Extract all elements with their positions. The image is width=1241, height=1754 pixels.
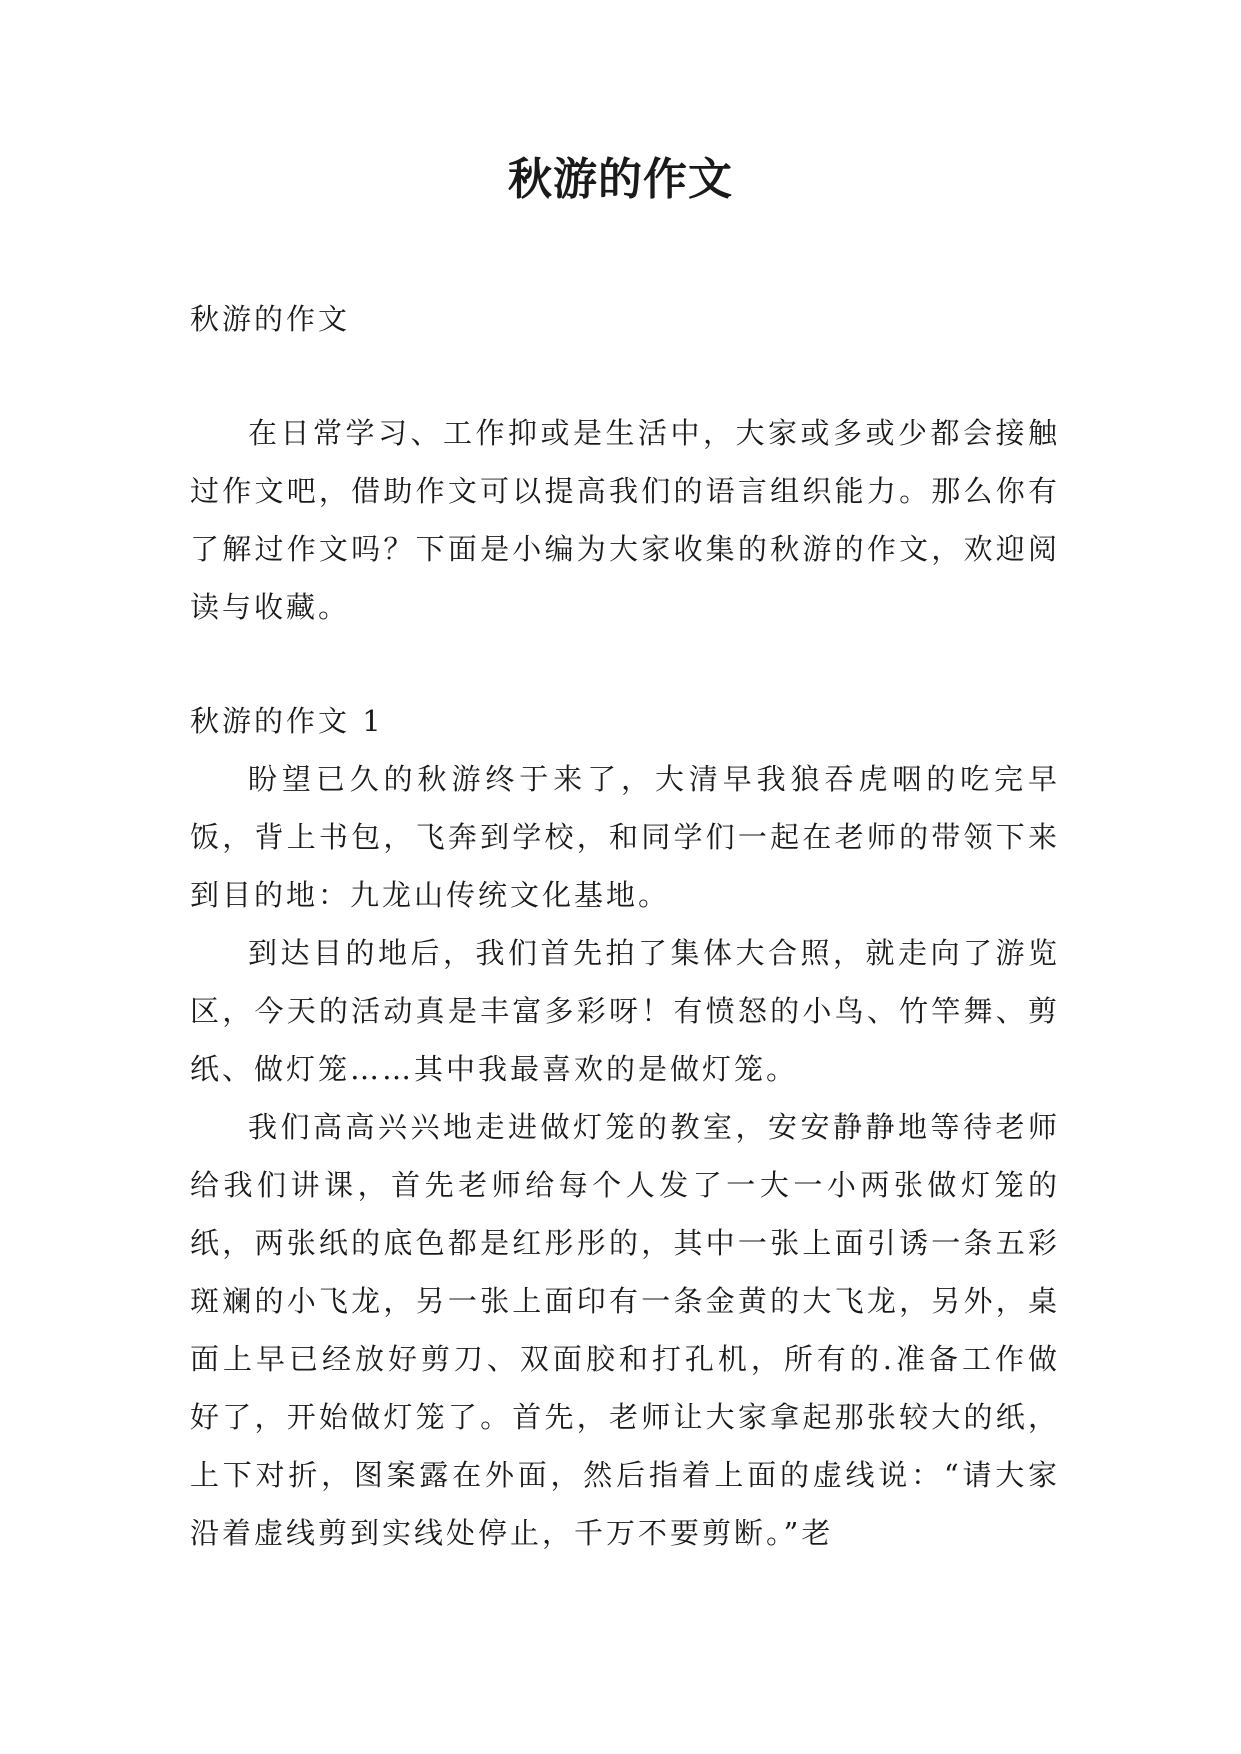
body-paragraph: 到达目的地后，我们首先拍了集体大合照，就走向了游览区，今天的活动真是丰富多彩呀！有愤怒的小鸟、竹竿舞、剪纸、做灯笼……其中我最喜欢的是做灯笼。	[190, 936, 1060, 1086]
body-paragraph: 盼望已久的秋游终于来了，大清早我狼吞虎咽的吃完早饭，背上书包，飞奔到学校，和同学们一起在老师的带领下来到目的地：九龙山传统文化基地。	[190, 762, 1060, 912]
intro-paragraph: 在日常学习、工作抑或是生活中，大家或多或少都会接触过作文吧，借助作文可以提高我们的语言组织能力。那么你有了解过作文吗？下面是小编为大家收集的秋游的作文，欢迎阅读与收藏。	[190, 416, 1060, 624]
section-heading: 秋游的作文 1	[190, 704, 384, 738]
document-body	[190, 290, 1060, 1562]
body-paragraph: 我们高高兴兴地走进做灯笼的教室，安安静静地等待老师给我们讲课，首先老师给每个人发了一大一小两张做灯笼的纸，两张纸的底色都是红彤彤的，其中一张上面引诱一条五彩斑斓的小飞龙，另一张上面印有一条金黄的大飞龙，另外，桌面上早已经放好剪刀、双面胶和打孔机，所有的.准备工作做好了，开始做灯笼了。首先，老师让大家拿起那张较大的纸，上下对折，图案露在外面，然后指着上面的虚线说：“请大家沿着虚线剪到实线处停止，千万不要剪断。”老	[190, 1110, 1060, 1550]
spacer	[190, 348, 1060, 404]
document-subtitle: 秋游的作文	[190, 302, 351, 336]
document-title: 秋游的作文	[508, 154, 733, 205]
spacer	[190, 636, 1060, 692]
